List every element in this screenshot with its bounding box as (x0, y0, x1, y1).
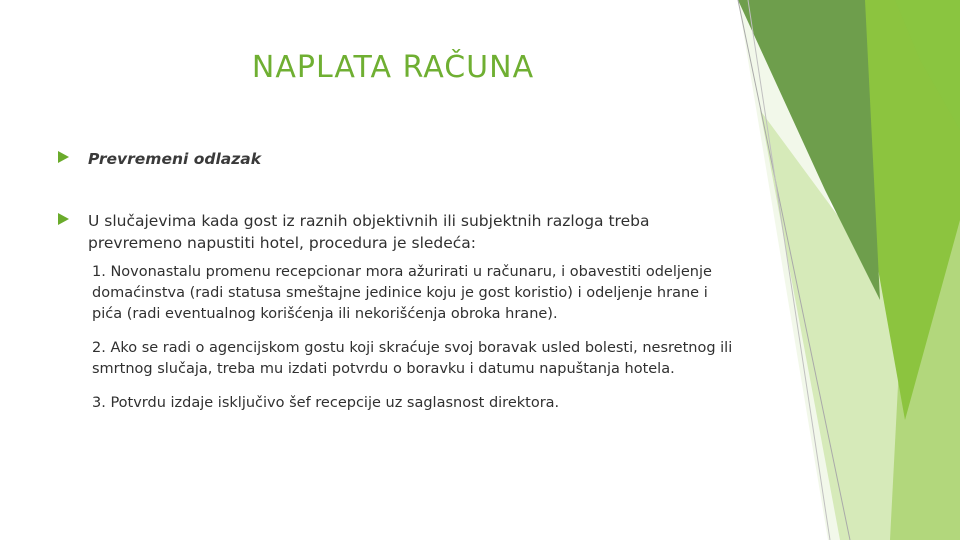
triangle-bullet-icon (58, 151, 69, 163)
triangle-bullet-icon (58, 213, 69, 225)
bullet-text: Prevremeni odlazak (88, 150, 262, 168)
procedure-steps (92, 262, 742, 427)
bullet-text: U slučajevima kada gost iz raznih objektivnih ili subjektnih razloga treba prevremeno napustiti hotel, procedura je sledeća: (88, 212, 650, 252)
procedure-step: 3. Potvrdu izdaje isključivo šef recepcije uz saglasnost direktora. (92, 395, 560, 411)
procedure-step: 2. Ako se radi o agencijskom gostu koji skraćuje svoj boravak usled bolesti, nesretnog ili smrtnog slučaja, treba mu izdati potvrdu o boravku i datumu napuštanja hotela. (92, 340, 733, 377)
slide-title: NAPLATA RAČUNA (251, 50, 535, 85)
procedure-step: 1. Novonastalu promenu recepcionar mora ažurirati u računaru, i obavestiti odeljenje domaćinstva (radi statusa smeštajne jedinice koju je gost koristio) i odeljenje hrane i pića (radi eventualnog korišćenja ili nekorišćenja obroka hrane). (92, 264, 712, 322)
